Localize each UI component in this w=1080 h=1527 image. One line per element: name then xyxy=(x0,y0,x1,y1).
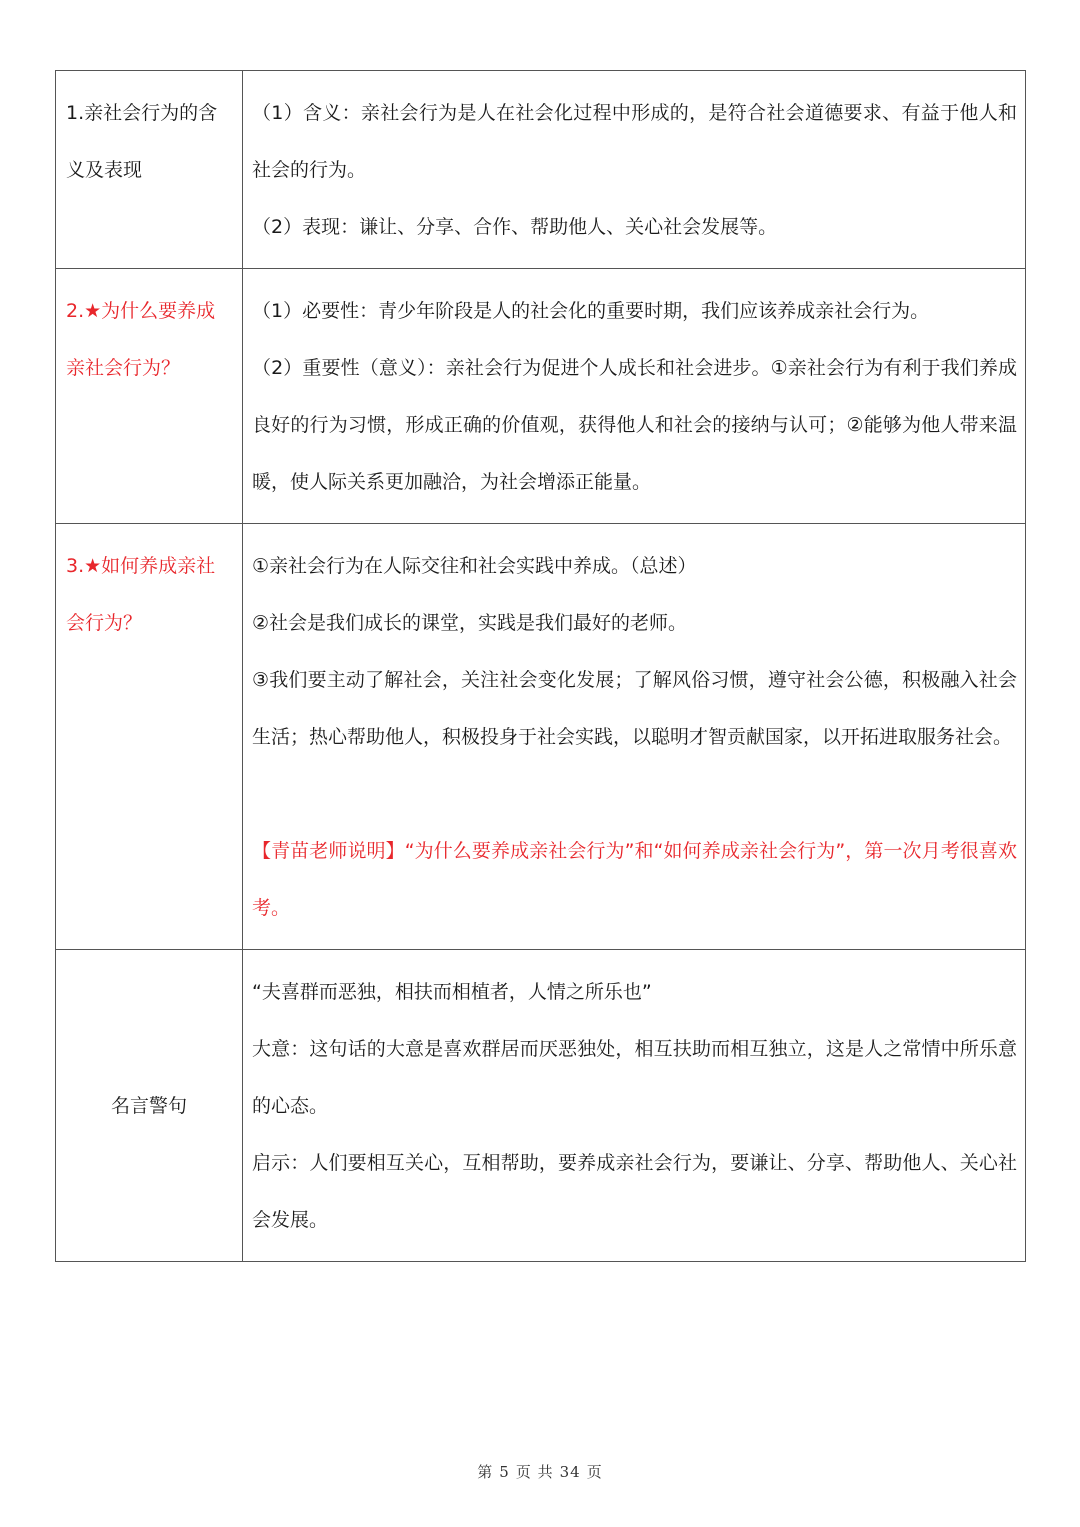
paragraph: 大意：这句话的大意是喜欢群居而厌恶独处，相互扶助而相互独立，这是人之常情中所乐意的心态。 xyxy=(252,1038,1017,1117)
footer-prefix: 第 xyxy=(477,1463,494,1481)
paragraph: 启示：人们要相互关心，互相帮助，要养成亲社会行为，要谦让、分享、帮助他人、关心社会发展。 xyxy=(252,1152,1017,1231)
topic-cell xyxy=(56,524,243,950)
paragraph: ②社会是我们成长的课堂，实践是我们最好的老师。 xyxy=(252,612,688,634)
topic-cell xyxy=(56,269,243,524)
quote: “夫喜群而恶独，相扶而相植者，人情之所乐也” xyxy=(252,981,652,1003)
topic-label: 名言警句 xyxy=(110,1094,187,1117)
paragraph: ①亲社会行为在人际交往和社会实践中养成。（总述） xyxy=(252,555,697,577)
paragraph: （2）重要性（意义）：亲社会行为促进个人成长和社会进步。①亲社会行为有利于我们养成良好的行为习惯，形成正确的价值观，获得他人和社会的接纳与认可；②能够为他人带来温暖，使人际关系更加融洽，为社会增添正能量。 xyxy=(252,357,1017,493)
paragraph: （1）含义：亲社会行为是人在社会化过程中形成的，是符合社会道德要求、有益于他人和社会的行为。 xyxy=(252,102,1017,181)
table-row xyxy=(56,524,1026,950)
table-row xyxy=(56,269,1026,524)
page-footer xyxy=(0,1461,1080,1482)
topic-cell xyxy=(56,950,243,1262)
table-row xyxy=(56,71,1026,269)
paragraph: （2）表现：谦让、分享、合作、帮助他人、关心社会发展等。 xyxy=(252,216,778,238)
topic-cell xyxy=(56,71,243,269)
topic-label: 1.亲社会行为的含义及表现 xyxy=(66,102,218,181)
content-cell xyxy=(243,269,1026,524)
topic-label: 3.★如何养成亲社会行为？ xyxy=(66,555,216,634)
footer-middle: 页 共 xyxy=(515,1463,554,1481)
total-page-count: 34 xyxy=(559,1463,581,1481)
notes-table xyxy=(55,70,1026,1262)
current-page-number: 5 xyxy=(499,1463,510,1481)
content-cell xyxy=(243,71,1026,269)
topic-label: 2.★为什么要养成亲社会行为？ xyxy=(66,300,216,379)
table-row xyxy=(56,950,1026,1262)
content-cell xyxy=(243,524,1026,950)
blank-line xyxy=(252,766,1017,823)
footer-suffix: 页 xyxy=(586,1463,603,1481)
teacher-note: 【青苗老师说明】“为什么要养成亲社会行为”和“如何养成亲社会行为”，第一次月考很喜欢考。 xyxy=(252,840,1017,919)
paragraph: ③我们要主动了解社会，关注社会变化发展；了解风俗习惯，遵守社会公德，积极融入社会生活；热心帮助他人，积极投身于社会实践，以聪明才智贡献国家，以开拓进取服务社会。 xyxy=(252,669,1017,748)
paragraph: （1）必要性：青少年阶段是人的社会化的重要时期，我们应该养成亲社会行为。 xyxy=(252,300,930,322)
content-cell xyxy=(243,950,1026,1262)
